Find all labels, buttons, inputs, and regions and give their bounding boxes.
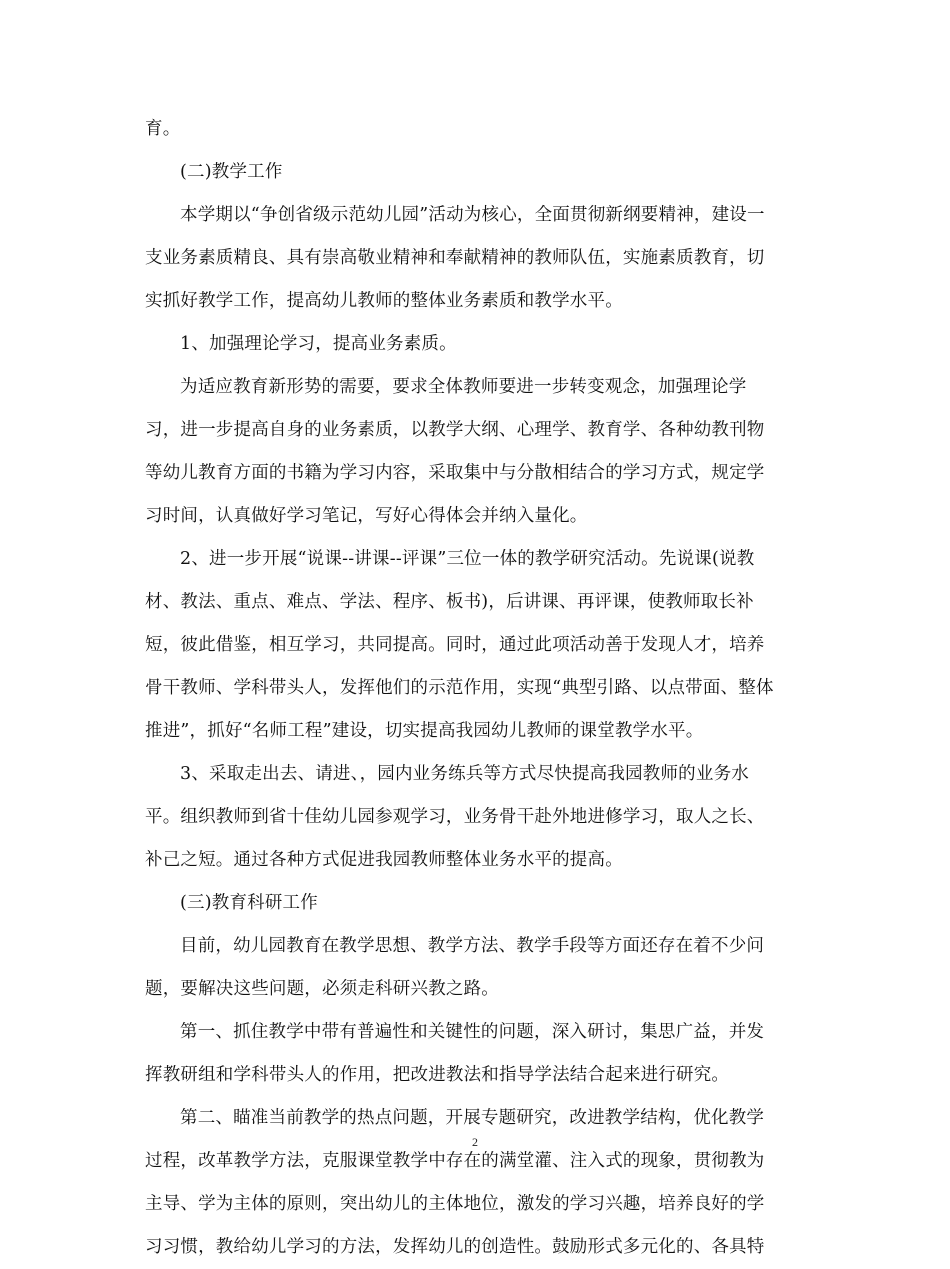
text-line: 挥教研组和学科带头人的作用，把改进教法和指导学法结合起来进行研究。 (145, 1065, 730, 1085)
text-line: 支业务素质精良、具有崇高敬业精神和奉献精神的教师队伍，实施素质教育，切 (145, 248, 765, 268)
text-line: 过程，改革教学方法，克服课堂教学中存在的满堂灌、注入式的现象，贯彻教为 (145, 1151, 765, 1171)
text-line: 第一、抓住教学中带有普遍性和关键性的问题，深入研讨，集思广益，并发 (180, 1022, 765, 1042)
text-line: 习时间，认真做好学习笔记，写好心得体会并纳入量化。 (145, 506, 588, 526)
text-line: 材、教法、重点、难点、学法、程序、板书)，后讲课、再评课，使教师取长补 (145, 592, 754, 612)
text-line: 平。组织教师到省十佳幼儿园参观学习，业务骨干赴外地进修学习，取人之长、 (145, 807, 765, 827)
text-line: 骨干教师、学科带头人，发挥他们的示范作用，实现“典型引路、以点带面、整体 (145, 678, 774, 698)
text-line: 主导、学为主体的原则，突出幼儿的主体地位，激发的学习兴趣，培养良好的学 (145, 1194, 765, 1214)
text-line: 实抓好教学工作，提高幼儿教师的整体业务素质和教学水平。 (145, 291, 623, 311)
text-line: 目前，幼儿园教育在教学思想、教学方法、教学手段等方面还存在着不少问 (180, 936, 765, 956)
text-line: 第二、瞄准当前教学的热点问题，开展专题研究，改进教学结构，优化教学 (180, 1108, 765, 1128)
section-heading: (三)教育科研工作 (180, 893, 318, 913)
text-line: 推进”，抓好“名师工程”建设，切实提高我园幼儿教师的课堂教学水平。 (145, 721, 704, 741)
text-line: 习习惯，教给幼儿学习的方法，发挥幼儿的创造性。鼓励形式多元化的、各具特 (145, 1237, 765, 1257)
text-line: 短，彼此借鉴，相互学习，共同提高。同时，通过此项活动善于发现人才，培养 (145, 635, 765, 655)
text-line: 习，进一步提高自身的业务素质，以教学大纲、心理学、教育学、各种幼教刊物 (145, 420, 765, 440)
text-line: 题，要解决这些问题，必须走科研兴教之路。 (145, 979, 499, 999)
numbered-item: 2、进一步开展“说课--讲课--评课”三位一体的教学研究活动。先说课(说教 (180, 549, 755, 569)
body-text (145, 108, 817, 1269)
text-line: 本学期以“争创省级示范幼儿园”活动为核心，全面贯彻新纲要精神，建设一 (180, 205, 765, 225)
numbered-item: 1、加强理论学习，提高业务素质。 (180, 334, 457, 354)
numbered-item: 3、采取走出去、请进、，园内业务练兵等方式尽快提高我园教师的业务水 (180, 764, 749, 784)
text-line: 补己之短。通过各种方式促进我园教师整体业务水平的提高。 (145, 850, 623, 870)
text-line: 等幼儿教育方面的书籍为学习内容，采取集中与分散相结合的学习方式，规定学 (145, 463, 765, 483)
section-heading: (二)教学工作 (180, 162, 283, 182)
page-number: 2 (472, 1135, 478, 1149)
text-line: 育。 (145, 119, 181, 139)
text-line: 为适应教育新形势的需要，要求全体教师要进一步转变观念，加强理论学 (180, 377, 747, 397)
